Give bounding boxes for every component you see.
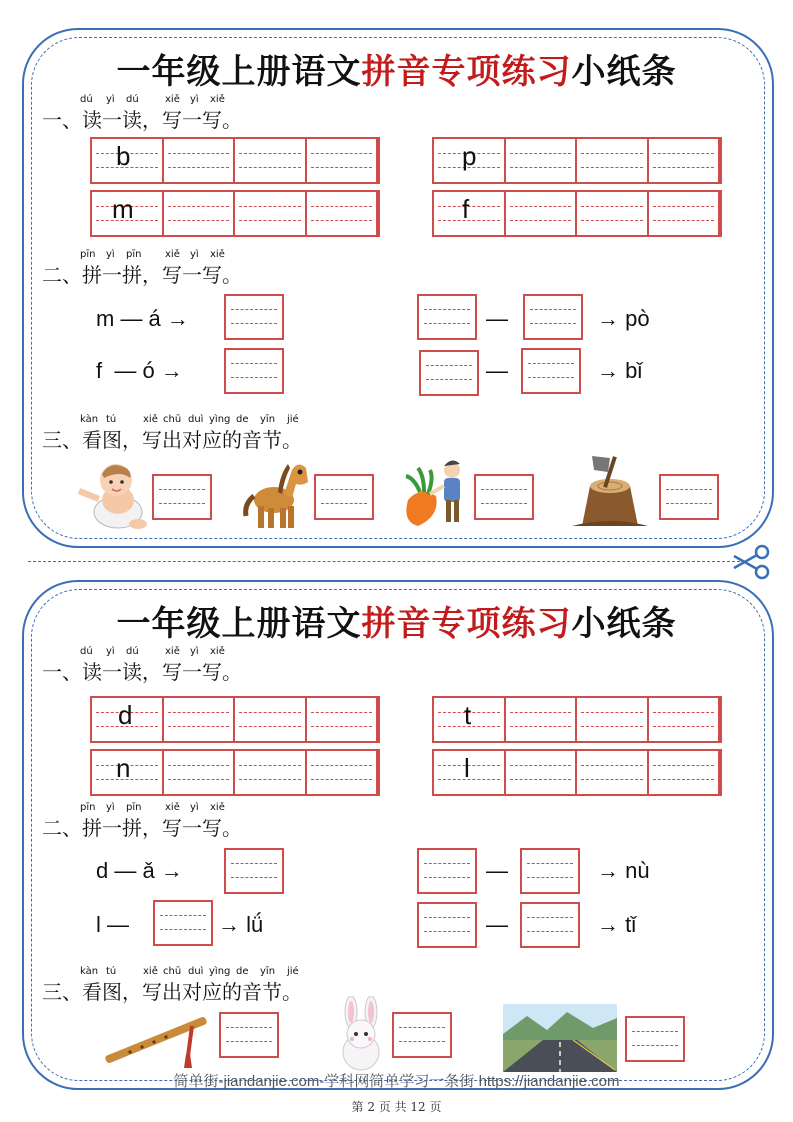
writing-grid[interactable] — [90, 749, 380, 796]
spelling-equation: f — ó → — [96, 358, 183, 383]
pinyin: xiě — [210, 646, 225, 657]
pinyin: pīn — [126, 249, 142, 260]
pinyin: yīn — [260, 414, 276, 425]
pinyin: kàn — [80, 966, 99, 977]
spelling-result: → nù — [597, 858, 650, 883]
pinyin: yì — [106, 802, 115, 813]
answer-box[interactable] — [523, 294, 583, 340]
pinyin: yìng — [209, 966, 231, 977]
pinyin: pīn — [80, 802, 96, 813]
rabbit-picture — [334, 996, 388, 1072]
answer-box[interactable] — [392, 1012, 452, 1058]
pinyin: xiě — [143, 414, 158, 425]
tree-stump-axe-picture — [568, 452, 652, 530]
horse-picture — [240, 456, 310, 532]
pinyin: yīn — [260, 966, 276, 977]
pinyin: jié — [287, 414, 299, 425]
card1-section1-label: 一、读一读，写一写。 — [42, 108, 242, 132]
spelling-equation: d — ǎ → — [96, 858, 183, 883]
card1-section3-label: 三、看图，写出对应的音节。 — [42, 428, 302, 452]
road-picture — [503, 1004, 617, 1072]
answer-box[interactable] — [520, 848, 580, 894]
answer-box[interactable] — [417, 902, 477, 948]
letter: p — [462, 141, 477, 171]
carrot-picture — [400, 456, 470, 530]
scissors-icon — [732, 542, 774, 582]
pinyin: tú — [106, 414, 117, 425]
pinyin: xiě — [210, 802, 225, 813]
card2-title: 一年级上册语文拼音专项练习小纸条 — [116, 604, 677, 644]
answer-box[interactable] — [417, 294, 477, 340]
answer-box[interactable] — [224, 848, 284, 894]
pinyin: yì — [190, 94, 199, 105]
answer-box[interactable] — [224, 294, 284, 340]
pinyin: xiě — [165, 646, 180, 657]
pinyin: yì — [106, 646, 115, 657]
flute-picture — [100, 1008, 212, 1070]
card1-title: 一年级上册语文拼音专项练习小纸条 — [116, 52, 677, 92]
answer-box[interactable] — [152, 474, 212, 520]
answer-box[interactable] — [659, 474, 719, 520]
card1-section2-label: 二、拼一拼，写一写。 — [42, 263, 242, 287]
writing-grid[interactable] — [432, 749, 722, 796]
writing-grid[interactable] — [432, 696, 722, 743]
pinyin: pīn — [126, 802, 142, 813]
spelling-equation: m — á → — [96, 306, 189, 331]
pinyin: xiě — [210, 249, 225, 260]
pinyin: dú — [80, 646, 93, 657]
card2-section1-label: 一、读一读，写一写。 — [42, 660, 242, 684]
spelling-result: → lǘ — [218, 912, 264, 937]
pinyin: duì — [188, 966, 204, 977]
pinyin: de — [236, 414, 249, 425]
pinyin: chū — [163, 966, 182, 977]
answer-box[interactable] — [314, 474, 374, 520]
dash: — — [486, 858, 508, 883]
watermark: 简单街-jiandanjie.com-学科网简单学习一条街 https://jiandanjie.com — [173, 1073, 620, 1090]
dash: — — [486, 358, 508, 383]
pinyin: duì — [188, 414, 204, 425]
letter: d — [118, 700, 133, 730]
letter: b — [116, 141, 131, 171]
pinyin: dú — [126, 646, 139, 657]
pinyin: yì — [190, 249, 199, 260]
cut-line — [28, 561, 740, 562]
pinyin: tú — [106, 966, 117, 977]
letter: n — [116, 753, 131, 783]
pinyin: xiě — [143, 966, 158, 977]
pinyin: chū — [163, 414, 182, 425]
pinyin: xiě — [165, 802, 180, 813]
pinyin: jié — [287, 966, 299, 977]
answer-box[interactable] — [417, 848, 477, 894]
dash: — — [486, 306, 508, 331]
pinyin: xiě — [165, 94, 180, 105]
spelling-result: → pò — [597, 306, 650, 331]
card2-section2-label: 二、拼一拼，写一写。 — [42, 816, 242, 840]
answer-box[interactable] — [520, 902, 580, 948]
letter: t — [464, 700, 472, 730]
spelling-result: → tǐ — [597, 912, 637, 937]
pinyin: yì — [106, 249, 115, 260]
answer-box[interactable] — [521, 348, 581, 394]
letter: f — [462, 194, 470, 224]
writing-grid[interactable] — [90, 190, 380, 237]
page-number: 第 2 页 共 12 页 — [351, 1100, 442, 1114]
writing-grid[interactable] — [90, 137, 380, 184]
spelling-result: → bǐ — [597, 358, 643, 383]
pinyin: de — [236, 966, 249, 977]
pinyin: yì — [106, 94, 115, 105]
pinyin: xiě — [165, 249, 180, 260]
pinyin: yì — [190, 802, 199, 813]
baby-picture — [74, 458, 152, 532]
pinyin: dú — [126, 94, 139, 105]
answer-box[interactable] — [153, 900, 213, 946]
pinyin: yìng — [209, 414, 231, 425]
card2-section3-label: 三、看图，写出对应的音节。 — [42, 980, 302, 1004]
writing-grid[interactable] — [90, 696, 380, 743]
spelling-equation: l — — [96, 912, 129, 937]
writing-grid[interactable] — [432, 190, 722, 237]
pinyin: dú — [80, 94, 93, 105]
answer-box[interactable] — [625, 1016, 685, 1062]
letter: m — [112, 194, 134, 224]
answer-box[interactable] — [219, 1012, 279, 1058]
answer-box[interactable] — [224, 348, 284, 394]
pinyin: kàn — [80, 414, 99, 425]
pinyin: yì — [190, 646, 199, 657]
pinyin: xiě — [210, 94, 225, 105]
writing-grid[interactable] — [432, 137, 722, 184]
dash: — — [486, 912, 508, 937]
answer-box[interactable] — [419, 350, 479, 396]
pinyin: pīn — [80, 249, 96, 260]
letter: l — [464, 753, 470, 783]
answer-box[interactable] — [474, 474, 534, 520]
